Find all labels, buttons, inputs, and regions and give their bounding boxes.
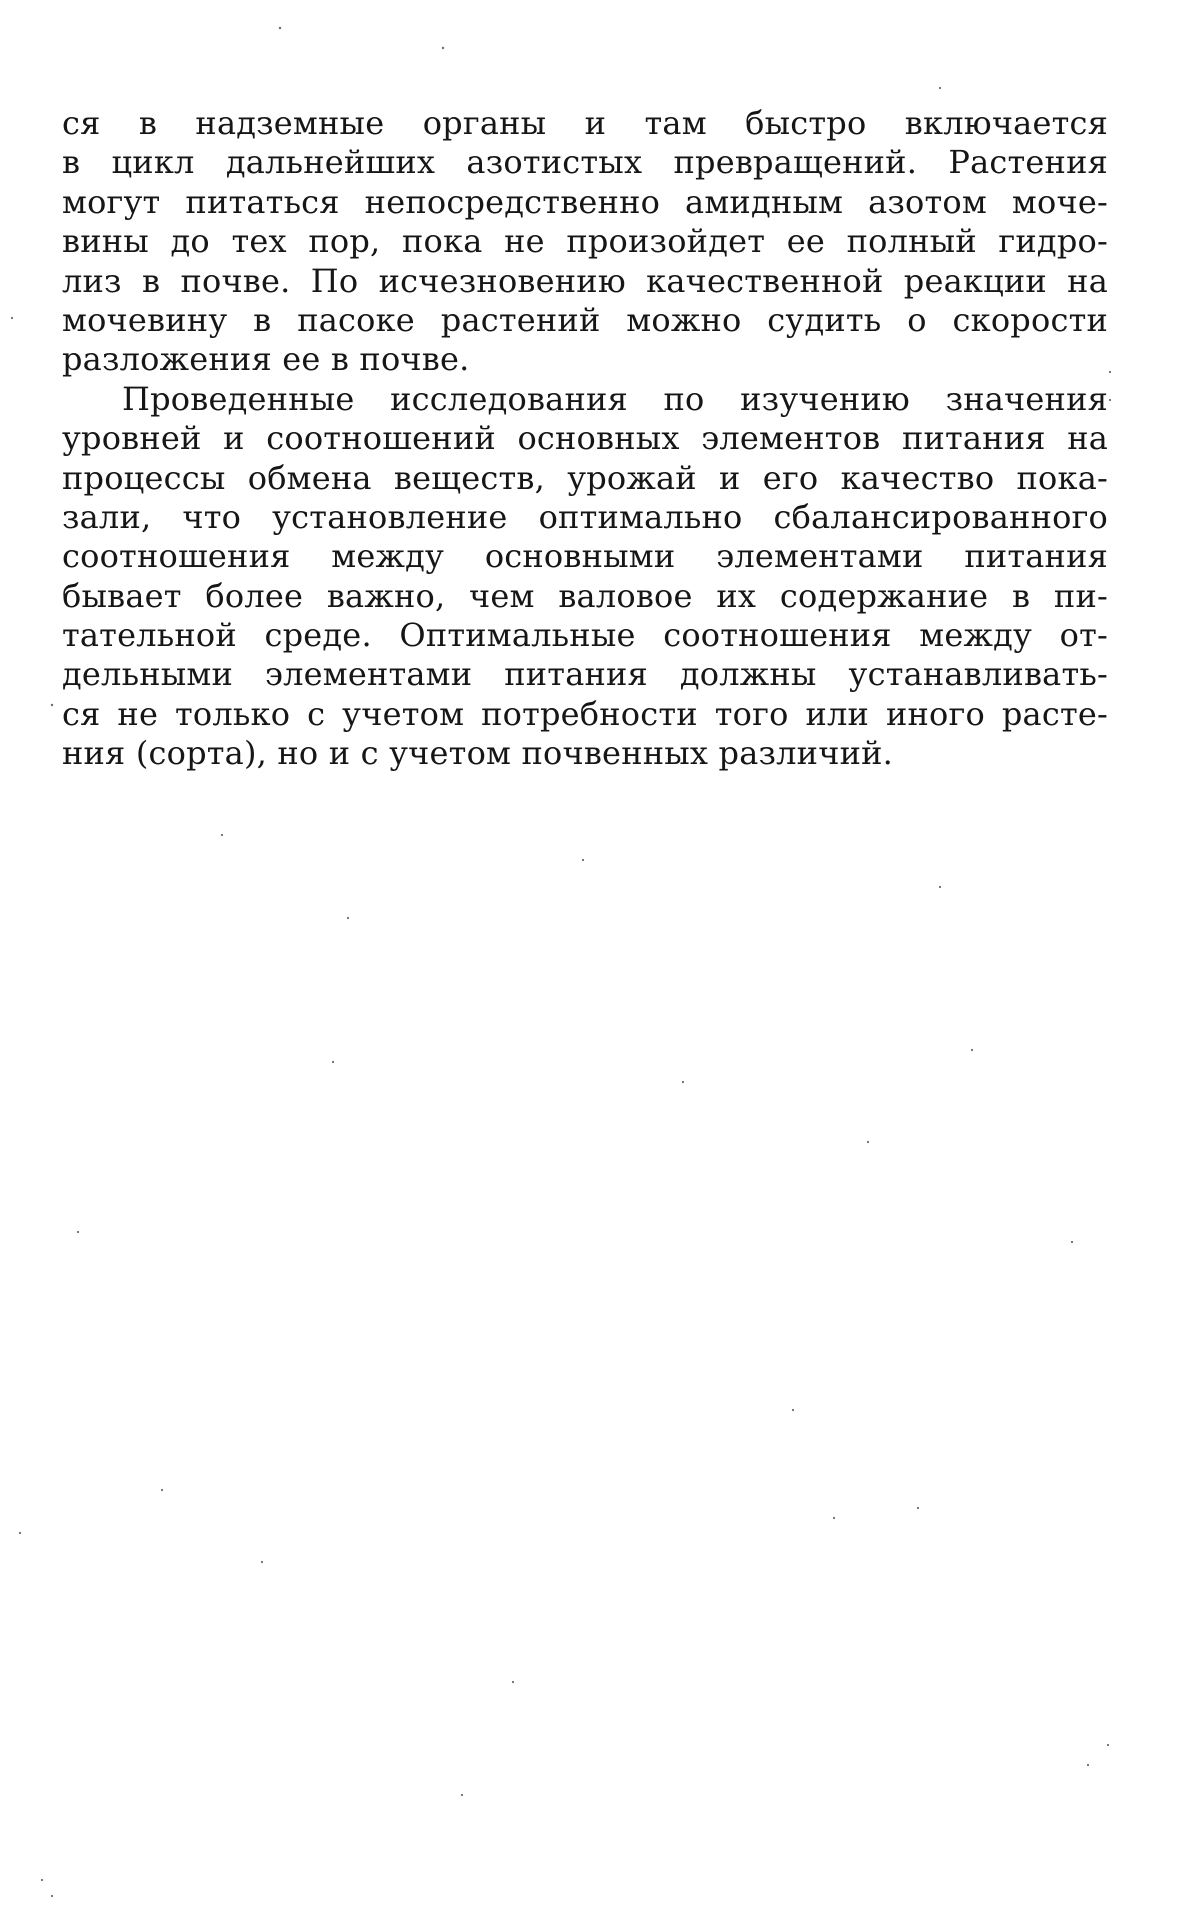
text-line: могут питаться непосредственно амидным азотом моче- [62, 182, 1108, 221]
text-line: лиз в почве. По исчезновению качественной реакции на [62, 261, 1108, 300]
page-text [62, 104, 1108, 774]
text-line: мочевину в пасоке растений можно судить о скорости [62, 300, 1108, 339]
text-line: ся в надземные органы и там быстро включается [62, 104, 1108, 142]
text-line: зали, что установление оптимально сбалансированного [62, 497, 1108, 536]
text-line: дельными элементами питания должны устанавливать- [62, 655, 1108, 694]
text-line: процессы обмена веществ, урожай и его качество пока- [62, 458, 1108, 497]
text-line: в цикл дальнейших азотистых превращений. Растения [62, 143, 1108, 182]
text-line: ся не только с учетом потребности того или иного расте- [62, 694, 1108, 733]
paragraph-2 [62, 380, 1108, 774]
text-line: разложения ее в почве. [62, 340, 470, 379]
text-line: соотношения между основными элементами питания [62, 537, 1108, 576]
text-line: бывает более важно, чем валовое их содержание в пи- [62, 576, 1108, 615]
text-line: тательной среде. Оптимальные соотношения между от- [62, 616, 1108, 655]
paragraph-1 [62, 104, 1108, 380]
text-line: ния (сорта), но и с учетом почвенных различий. [62, 734, 893, 773]
text-line: Проведенные исследования по изучению значения [122, 379, 1108, 418]
text-line: вины до тех пор, пока не произойдет ее полный гидро- [62, 222, 1108, 261]
text-line: уровней и соотношений основных элементов питания на [62, 419, 1108, 458]
